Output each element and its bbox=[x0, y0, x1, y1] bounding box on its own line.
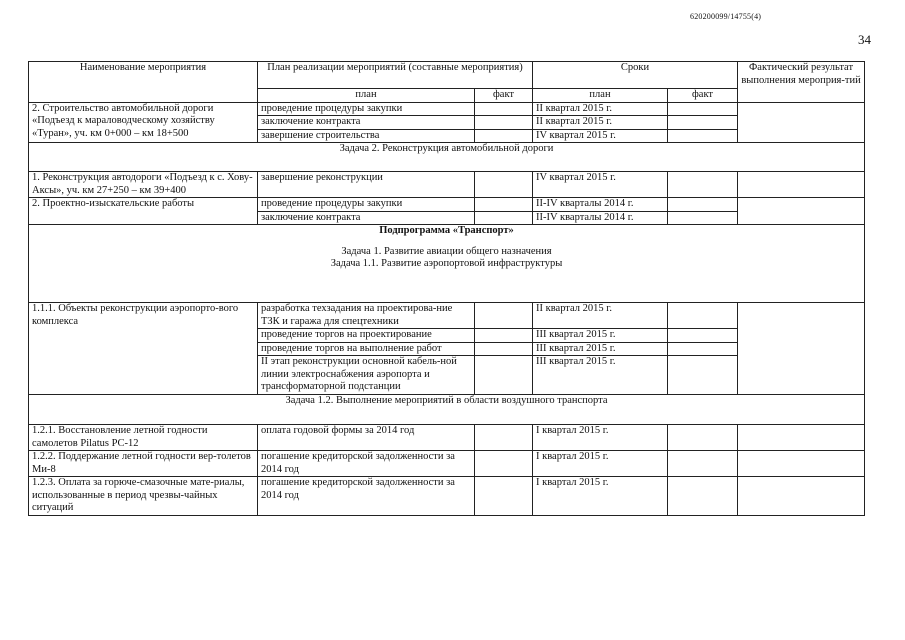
term-cell: I квартал 2015 г. bbox=[533, 477, 668, 516]
term-cell: III квартал 2015 г. bbox=[533, 329, 668, 343]
section-row bbox=[29, 143, 865, 172]
plan-cell: заключение контракта bbox=[258, 116, 475, 130]
result-cell bbox=[738, 303, 865, 395]
task-title: Задача 1. Развитие авиации общего назначения bbox=[341, 245, 552, 257]
term-fact-cell bbox=[668, 303, 738, 329]
term-cell: II-IV кварталы 2014 г. bbox=[533, 198, 668, 212]
plan-cell: разработка техзадания на проектирова-ние ТЗК и гаража для спецтехники bbox=[258, 303, 475, 329]
result-cell bbox=[738, 198, 865, 225]
term-cell: IV квартал 2015 г. bbox=[533, 129, 668, 143]
header-timing-plan: план bbox=[533, 89, 668, 103]
header-name: Наименование мероприятия bbox=[29, 62, 258, 103]
header-plan-group: План реализации мероприятий (составные мероприятия) bbox=[258, 62, 533, 89]
measure-name: 1. Реконструкция автодороги «Подъезд к с. Хову-Аксы», уч. км 27+250 – км 39+400 bbox=[29, 172, 258, 198]
table-row bbox=[29, 198, 865, 212]
measure-name: 2. Строительство автомобильной дороги «Подъезд к мараловодческому хозяйству «Туран», уч. км 0+000 – км 18+500 bbox=[29, 102, 258, 143]
term-fact-cell bbox=[668, 102, 738, 116]
fact-cell bbox=[475, 425, 533, 451]
measures-table bbox=[28, 61, 865, 516]
term-fact-cell bbox=[668, 356, 738, 395]
fact-cell bbox=[475, 211, 533, 225]
header-plan: план bbox=[258, 89, 475, 103]
page-number: 34 bbox=[858, 32, 871, 47]
term-cell: I квартал 2015 г. bbox=[533, 425, 668, 451]
result-cell bbox=[738, 172, 865, 198]
term-cell: IV квартал 2015 г. bbox=[533, 172, 668, 198]
plan-cell: погашение кредиторской задолженности за 2014 год bbox=[258, 477, 475, 516]
term-cell: III квартал 2015 г. bbox=[533, 342, 668, 356]
term-fact-cell bbox=[668, 172, 738, 198]
term-cell: II квартал 2015 г. bbox=[533, 102, 668, 116]
section-row bbox=[29, 225, 865, 303]
plan-cell: погашение кредиторской задолженности за 2014 год bbox=[258, 451, 475, 477]
table-row bbox=[29, 102, 865, 116]
plan-cell: проведение процедуры закупки bbox=[258, 102, 475, 116]
fact-cell bbox=[475, 303, 533, 329]
task-title: Задача 1.2. Выполнение мероприятий в области воздушного транспорта bbox=[29, 395, 865, 425]
term-fact-cell bbox=[668, 211, 738, 225]
term-cell: II квартал 2015 г. bbox=[533, 116, 668, 130]
fact-cell bbox=[475, 116, 533, 130]
term-fact-cell bbox=[668, 425, 738, 451]
measure-name: 1.1.1. Объекты реконструкции аэропорто-вого комплекса bbox=[29, 303, 258, 395]
term-fact-cell bbox=[668, 342, 738, 356]
result-cell bbox=[738, 477, 865, 516]
term-cell: II-IV кварталы 2014 г. bbox=[533, 211, 668, 225]
plan-cell: оплата годовой формы за 2014 год bbox=[258, 425, 475, 451]
term-cell: II квартал 2015 г. bbox=[533, 303, 668, 329]
table-row bbox=[29, 451, 865, 477]
term-fact-cell bbox=[668, 477, 738, 516]
plan-cell: заключение контракта bbox=[258, 211, 475, 225]
term-cell: III квартал 2015 г. bbox=[533, 356, 668, 395]
result-cell bbox=[738, 102, 865, 143]
measure-name: 1.2.2. Поддержание летной годности вер-толетов Ми-8 bbox=[29, 451, 258, 477]
result-cell bbox=[738, 425, 865, 451]
fact-cell bbox=[475, 172, 533, 198]
result-cell bbox=[738, 451, 865, 477]
table-row bbox=[29, 303, 865, 329]
section-row bbox=[29, 395, 865, 425]
term-cell: I квартал 2015 г. bbox=[533, 451, 668, 477]
fact-cell bbox=[475, 356, 533, 395]
header-timing-fact: факт bbox=[668, 89, 738, 103]
term-fact-cell bbox=[668, 198, 738, 212]
table-header-row bbox=[29, 62, 865, 89]
term-fact-cell bbox=[668, 451, 738, 477]
fact-cell bbox=[475, 198, 533, 212]
plan-cell: завершение реконструкции bbox=[258, 172, 475, 198]
task-title: Задача 2. Реконструкция автомобильной дороги bbox=[29, 143, 865, 172]
plan-cell: проведение торгов на проектирование bbox=[258, 329, 475, 343]
plan-cell: II этап реконструкции основной кабель-ной линии электроснабжения аэропорта и трансформаторной подстанции bbox=[258, 356, 475, 395]
table-row bbox=[29, 477, 865, 516]
term-fact-cell bbox=[668, 116, 738, 130]
plan-cell: проведение торгов на выполнение работ bbox=[258, 342, 475, 356]
fact-cell bbox=[475, 451, 533, 477]
table-row bbox=[29, 425, 865, 451]
fact-cell bbox=[475, 102, 533, 116]
header-fact: факт bbox=[475, 89, 533, 103]
term-fact-cell bbox=[668, 329, 738, 343]
fact-cell bbox=[475, 342, 533, 356]
plan-cell: проведение процедуры закупки bbox=[258, 198, 475, 212]
term-fact-cell bbox=[668, 129, 738, 143]
fact-cell bbox=[475, 477, 533, 516]
measure-name: 1.2.1. Восстановление летной годности самолетов Pilatus PC-12 bbox=[29, 425, 258, 451]
task-title: Задача 1.1. Развитие аэропортовой инфраструктуры bbox=[330, 258, 563, 269]
subprogram-title: Подпрограмма «Транспорт» bbox=[379, 225, 514, 236]
plan-cell: завершение строительства bbox=[258, 129, 475, 143]
header-result: Фактический результат выполнения мероприя-тий bbox=[738, 62, 865, 103]
document-id: 620200099/14755(4) bbox=[690, 12, 762, 21]
measure-name: 2. Проектно-изыскательские работы bbox=[29, 198, 258, 225]
header-timing-group: Сроки bbox=[533, 62, 738, 89]
table-row bbox=[29, 172, 865, 198]
measure-name: 1.2.3. Оплата за горюче-смазочные мате-риалы, использованные в период чрезвы-чайных ситуаций bbox=[29, 477, 258, 516]
fact-cell bbox=[475, 129, 533, 143]
subprogram-block bbox=[29, 225, 865, 303]
fact-cell bbox=[475, 329, 533, 343]
